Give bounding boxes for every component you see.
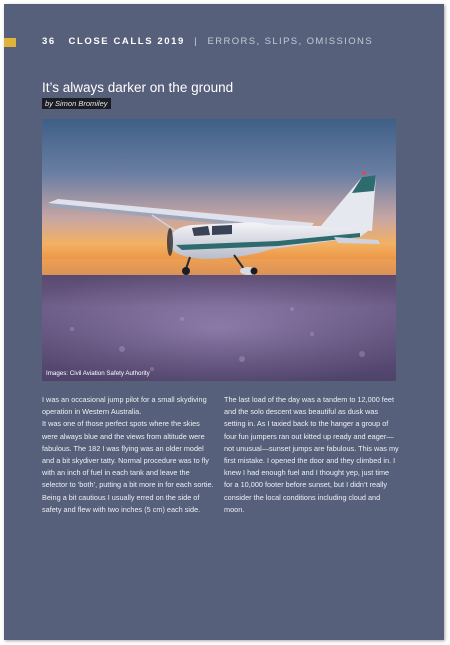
section-name: ERRORS, SLIPS, OMISSIONS (207, 36, 374, 47)
article-byline: by Simon Bromiley (42, 98, 111, 109)
body-column-right (224, 394, 399, 516)
article-title: It’s always darker on the ground (42, 80, 234, 95)
page-header (42, 36, 373, 47)
paragraph: I was an occasional jump pilot for a small skydiving operation in Western Australia. (42, 395, 207, 417)
cessna-aircraft-photo (42, 119, 396, 381)
photo-caption: Images: Civil Aviation Safety Authority (46, 370, 150, 377)
aircraft-photo (42, 119, 396, 381)
magazine-page (4, 4, 444, 640)
publication-title: CLOSE CALLS 2019 (68, 36, 185, 47)
paragraph: It was one of those perfect spots where the skies were always blue and the views from altitude were fabulous. The 182 I was flying was an older model and a bit skydiver tatty. Normal procedure was to fly with an inch of fuel in each tank and leave the selector to ‘both’, putting a bit more in for each sortie. Being a bit cautious I usually erred on the side of safety and flew with two inches (5 cm) each side. (42, 419, 214, 514)
paragraph: The last load of the day was a tandem to 12,000 feet and the solo descent was beautiful as dusk was setting in. As I taxied back to the hanger a group of four fun jumpers ran out kitted up ready and eager—not unusual—sunset jumps are fabulous. This was my first mistake. I opened the door and they climbed in. I knew I had enough fuel and I thought yep, just time for a 10,000 footer before sunset, but I didn’t really consider the local conditions including cloud and moon. (224, 395, 399, 514)
page-number: 36 (42, 36, 56, 47)
header-separator: | (194, 36, 199, 47)
body-column-left (42, 394, 217, 516)
section-tab-marker (4, 38, 16, 47)
